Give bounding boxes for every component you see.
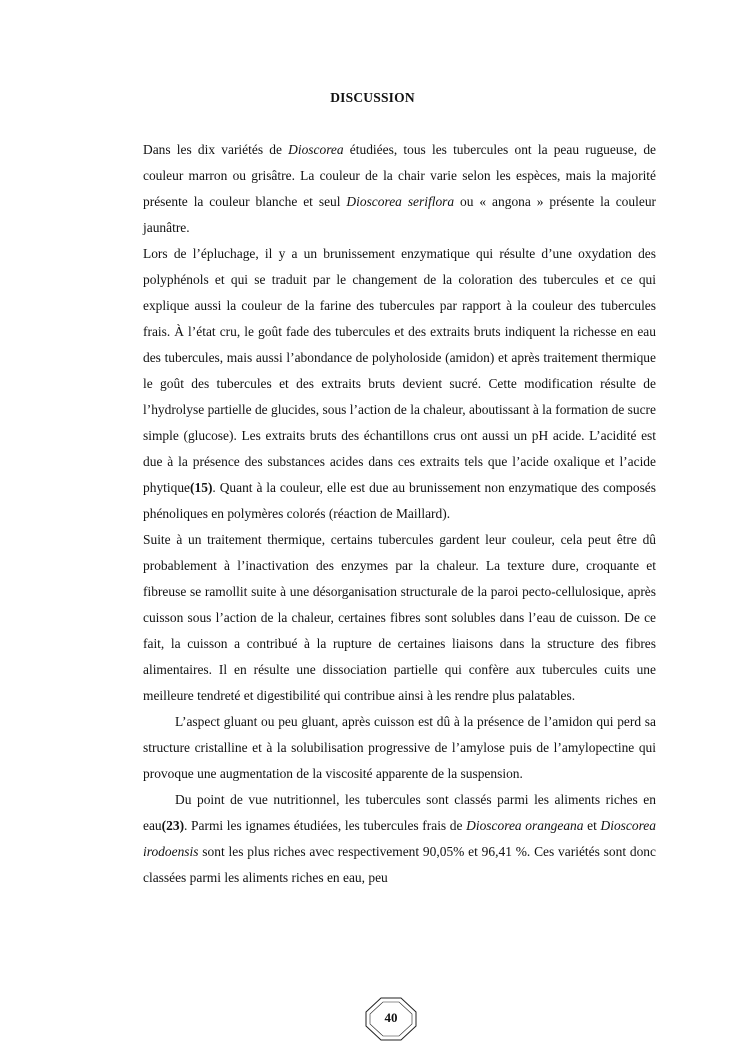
section-heading: DISCUSSION xyxy=(330,90,415,105)
text-run: Lors de l’épluchage, il y a un brunissement enzymatique qui résulte d’une oxydation des polyphénols et qui se traduit par le changement de la coloration des tubercules et ce qui explique aussi la couleur de la farine des tubercules par rapport à la couleur des tubercules frais. À l’état cru, le goût fade des tubercules et des extraits bruts indiquent la richesse en eau des tubercules, mais aussi l’abondance de polyholoside (amidon) et après traitement thermique le goût des tubercules et des extraits bruts devient sucré. Cette modification résulte de l’hydrolyse partielle de glucides, sous l’action de la chaleur, aboutissant à la formation de sucre simple (glucose). Les extraits bruts des échantillons crus ont aussi un pH acide. L’acidité est due à la présence des substances acides dans ces extraits tels que l’acide oxalique et l’acide phytique xyxy=(143,246,656,495)
paragraph-5 xyxy=(143,787,656,891)
body-text xyxy=(143,137,656,891)
text-run: Dans les dix variétés de xyxy=(143,142,289,157)
paragraph-1 xyxy=(143,137,656,241)
paragraph-3: Suite à un traitement thermique, certains tubercules gardent leur couleur, cela peut être dû probablement à l’inactivation des enzymes par la chaleur. La texture dure, croquante et fibreuse se ramollit suite à une désorganisation structurale de la paroi pecto-cellulosique, après cuisson sous l’action de la chaleur, certaines fibres sont solubles dans l’eau de cuisson. De ce fait, la cuisson a contribué à la rupture de certaines liaisons dans la structure des fibres alimentaires. Il en résulte une dissociation partielle qui confère aux tubercules cuits une meilleure tendreté et digestibilité qui contribue ainsi à les rendre plus palatables. xyxy=(143,532,656,703)
text-run: étudiées, tous les tubercules ont la peau rugueuse, de couleur marron ou grisâtre. La couleur de la chair varie selon les espèces, mais la majorité présente la couleur blanche et seul xyxy=(143,142,657,209)
text-run: Du point de vue nutritionnel, les tubercules sont classés parmi les aliments riches en eau xyxy=(143,792,656,833)
paragraph-4: L’aspect gluant ou peu gluant, après cuisson est dû à la présence de l’amidon qui perd sa structure cristalline et à la solubilisation progressive de l’amylose puis de l’amylopectine qui provoque une augmentation de la viscosité apparente de la suspension. xyxy=(143,714,656,781)
species-name: Dioscorea orangeana xyxy=(466,818,584,833)
text-run: sont les plus riches avec respectivement 90,05% et 96,41 %. Ces variétés sont donc classées parmi les aliments riches en eau, peu xyxy=(143,844,656,885)
page-number-badge xyxy=(365,997,417,1041)
species-name: Dioscorea seriflora xyxy=(346,194,455,209)
reference-citation: (15) xyxy=(190,480,213,495)
paragraph-2 xyxy=(143,241,656,527)
text-run: et xyxy=(583,818,601,833)
text-run: . Quant à la couleur, elle est due au brunissement non enzymatique des composés phénoliques en polymères colorés (réaction de Maillard). xyxy=(143,480,656,521)
species-name: Dioscorea xyxy=(288,142,344,157)
text-run: . Parmi les ignames étudiées, les tubercules frais de xyxy=(184,818,467,833)
text-run: ou « angona » présente la couleur jaunâtre. xyxy=(143,194,657,235)
page-number: 40 xyxy=(384,1010,398,1025)
species-name: Dioscorea irodoensis xyxy=(143,818,656,859)
reference-citation: (23) xyxy=(161,818,185,833)
